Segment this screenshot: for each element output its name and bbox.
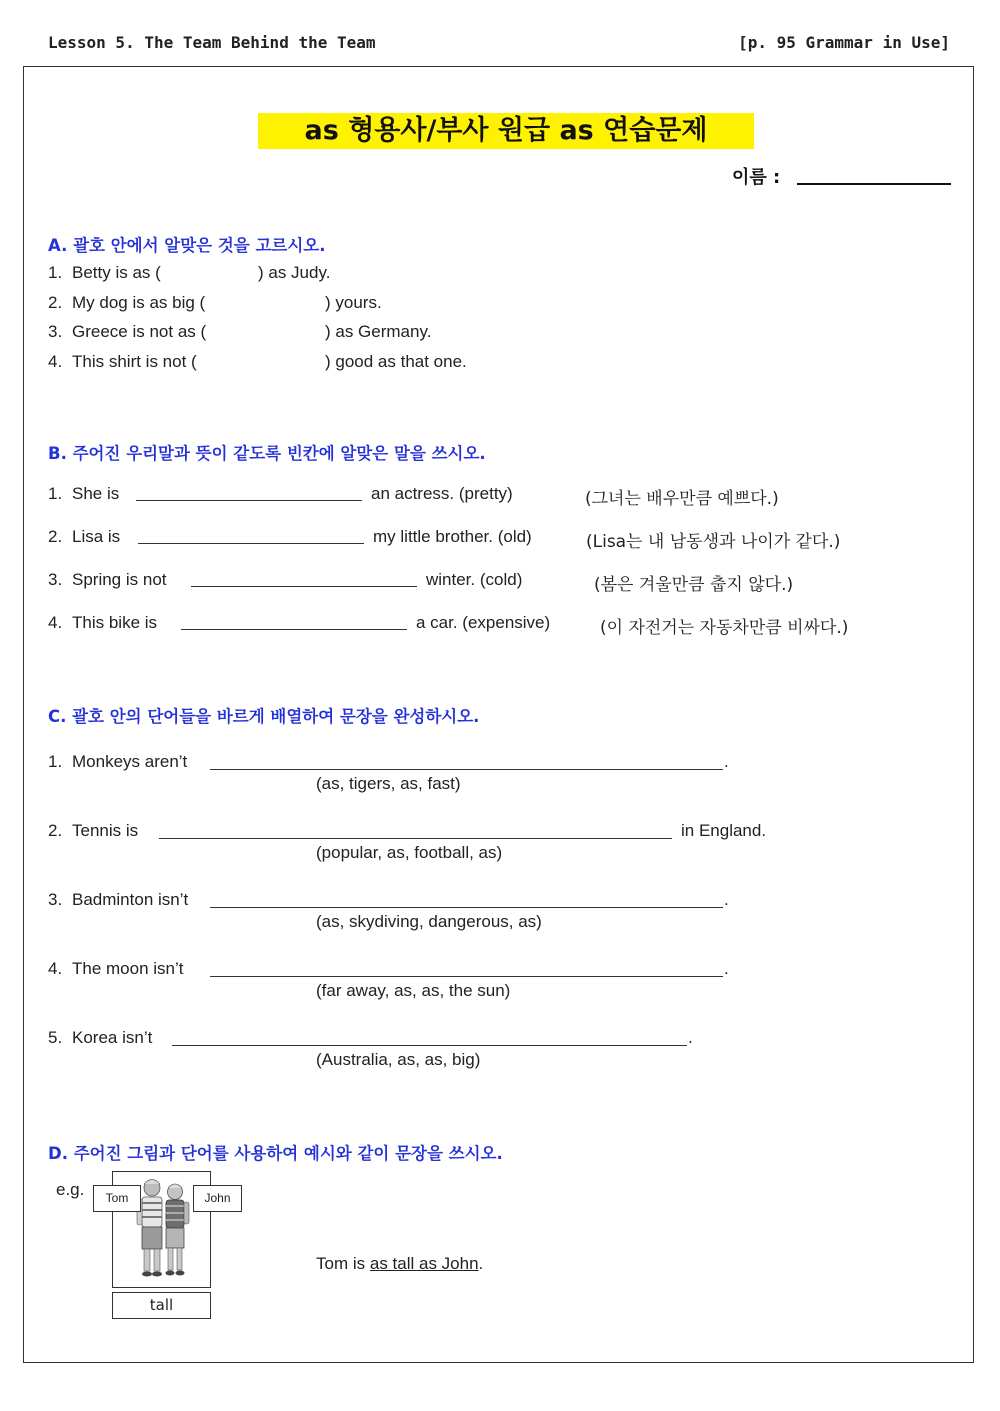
b-item-2-after: my little brother. (old) [373, 527, 532, 546]
a-item-4-num: 4. [48, 352, 63, 371]
section-d-heading: D. 주어진 그림과 단어를 사용하여 예시와 같이 문장을 쓰시오. [48, 1144, 503, 1163]
word-box-tall: tall [112, 1292, 211, 1319]
b-item-4-korean: (이 자전거는 자동차만큼 비싸다.) [600, 618, 849, 638]
tag-john: John [193, 1185, 242, 1212]
tag-tom: Tom [93, 1185, 141, 1212]
section-a-heading: A. 괄호 안에서 알맞은 것을 고르시오. [48, 236, 326, 255]
b-item-3-num: 3. [48, 570, 63, 589]
c-item-4-num: 4. [48, 959, 63, 978]
c-item-5-blank[interactable] [172, 1045, 687, 1046]
c-item-3-before: Badminton isn’t [72, 890, 189, 909]
b-item-1-after: an actress. (pretty) [371, 484, 513, 503]
c-item-1-after: . [724, 752, 729, 771]
c-item-1-num: 1. [48, 752, 63, 771]
b-item-3-blank[interactable] [191, 586, 417, 587]
example-label: e.g. [56, 1180, 85, 1199]
c-item-2-after: in England. [681, 821, 767, 840]
b-item-2-blank[interactable] [138, 543, 364, 544]
name-label: 이름 : [732, 167, 781, 188]
c-item-5-num: 5. [48, 1028, 63, 1047]
b-item-4-before: This bike is [72, 613, 158, 632]
c-item-4-blank[interactable] [210, 976, 723, 977]
c-item-4-hint: (far away, as, as, the sun) [316, 981, 511, 1000]
a-item-4-before: This shirt is not ( [72, 352, 197, 371]
a-item-3-num: 3. [48, 322, 63, 341]
a-item-2-num: 2. [48, 293, 63, 312]
c-item-1-before: Monkeys aren’t [72, 752, 188, 771]
example-sentence-after: . [478, 1254, 484, 1273]
b-item-1-num: 1. [48, 484, 63, 503]
section-b-heading: B. 주어진 우리말과 뜻이 같도록 빈칸에 알맞은 말을 쓰시오. [48, 444, 486, 463]
a-item-4-after: ) good as that one. [325, 352, 467, 371]
b-item-3-before: Spring is not [72, 570, 167, 589]
b-item-1-korean: (그녀는 배우만큼 예쁘다.) [585, 489, 779, 509]
b-item-1-blank[interactable] [136, 500, 362, 501]
c-item-3-num: 3. [48, 890, 63, 909]
c-item-1-blank[interactable] [210, 769, 723, 770]
a-item-2-before: My dog is as big ( [72, 293, 206, 312]
b-item-2-num: 2. [48, 527, 63, 546]
b-item-4-blank[interactable] [181, 629, 407, 630]
example-sentence [316, 1254, 483, 1274]
b-item-2-before: Lisa is [72, 527, 121, 546]
example-sentence-answer: as tall as John [369, 1254, 479, 1273]
c-item-5-before: Korea isn’t [72, 1028, 153, 1047]
a-item-3-after: ) as Germany. [325, 322, 432, 341]
page-reference: [p. 95 Grammar in Use] [738, 33, 950, 52]
c-item-4-before: The moon isn’t [72, 959, 184, 978]
b-item-1-before: She is [72, 484, 120, 503]
lesson-header: Lesson 5. The Team Behind the Team [48, 33, 376, 52]
b-item-4-num: 4. [48, 613, 63, 632]
section-c-heading: C. 괄호 안의 단어들을 바르게 배열하여 문장을 완성하시오. [48, 707, 480, 726]
c-item-1-hint: (as, tigers, as, fast) [316, 774, 461, 793]
c-item-3-blank[interactable] [210, 907, 723, 908]
c-item-5-hint: (Australia, as, as, big) [316, 1050, 481, 1069]
c-item-3-after: . [724, 890, 729, 909]
a-item-1-after: ) as Judy. [258, 263, 331, 282]
c-item-2-hint: (popular, as, football, as) [316, 843, 503, 862]
c-item-2-blank[interactable] [159, 838, 672, 839]
b-item-3-after: winter. (cold) [426, 570, 523, 589]
c-item-3-hint: (as, skydiving, dangerous, as) [316, 912, 542, 931]
b-item-2-korean: (Lisa는 내 남동생과 나이가 같다.) [586, 532, 841, 552]
worksheet-title: as 형용사/부사 원급 as 연습문제 [258, 113, 754, 149]
a-item-1-num: 1. [48, 263, 63, 282]
example-sentence-before: Tom is [316, 1254, 366, 1273]
c-item-4-after: . [724, 959, 729, 978]
a-item-2-after: ) yours. [325, 293, 382, 312]
c-item-2-num: 2. [48, 821, 63, 840]
c-item-2-before: Tennis is [72, 821, 139, 840]
c-item-5-after: . [688, 1028, 693, 1047]
name-field[interactable] [797, 183, 951, 185]
a-item-3-before: Greece is not as ( [72, 322, 207, 341]
b-item-3-korean: (봄은 겨울만큼 춥지 않다.) [594, 575, 794, 595]
b-item-4-after: a car. (expensive) [416, 613, 551, 632]
a-item-1-before: Betty is as ( [72, 263, 161, 282]
